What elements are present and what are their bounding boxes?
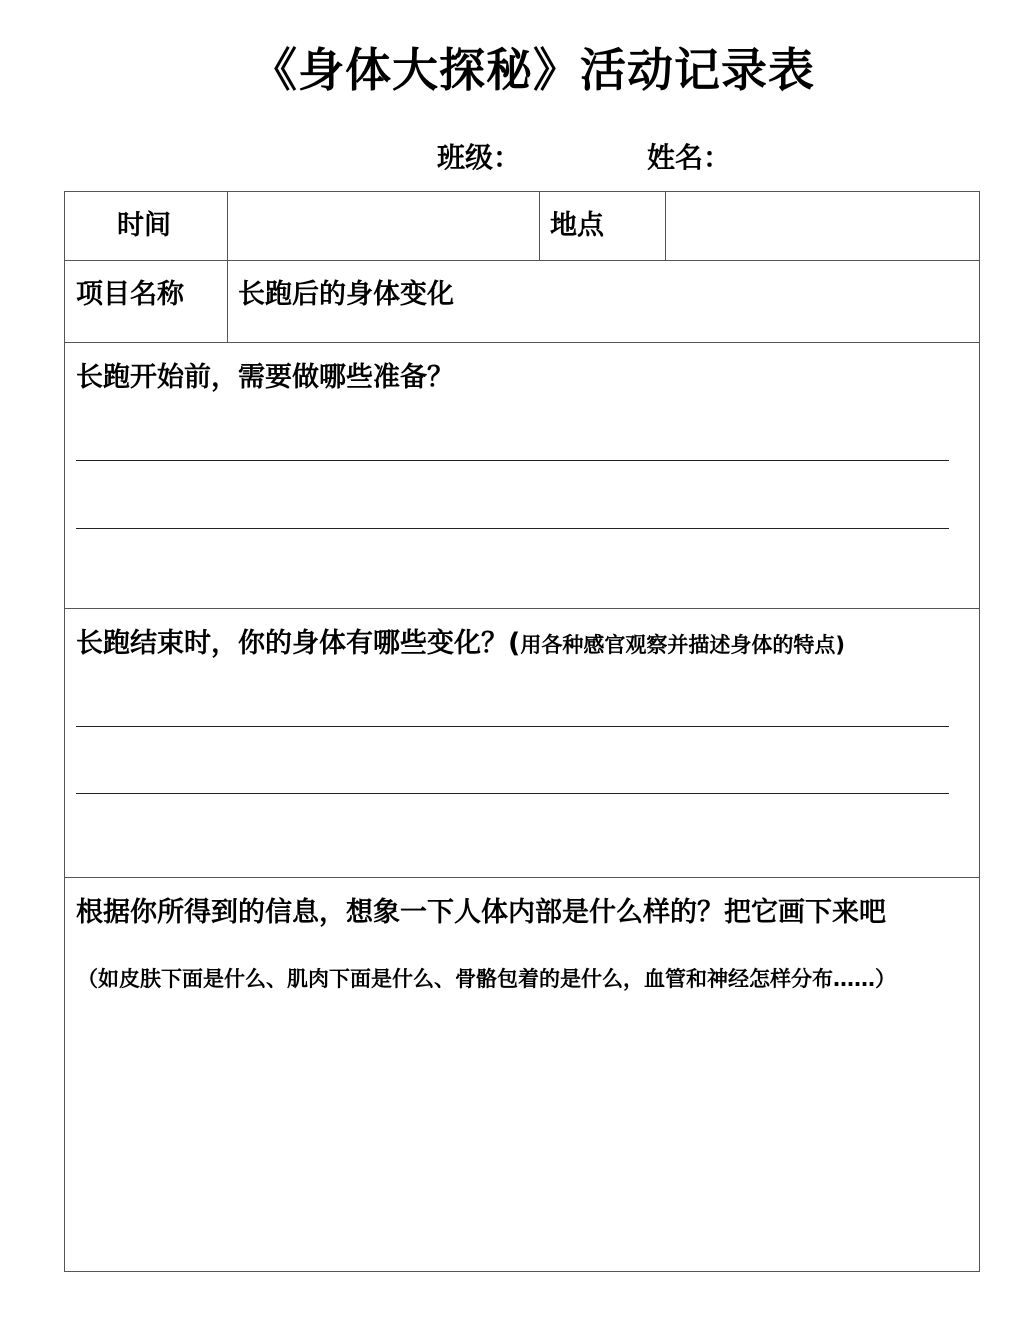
drawing-area[interactable] (65, 1028, 979, 1268)
page-title: 《身体大探秘》活动记录表 (251, 43, 815, 97)
row-divider (65, 260, 979, 261)
row-divider (65, 342, 979, 343)
answer-line[interactable] (76, 460, 949, 461)
column-divider (665, 192, 666, 260)
column-divider (227, 192, 228, 342)
column-divider (539, 192, 540, 260)
question-body-changes-note: 用各种感官观察并描述身体的特点) (520, 633, 845, 657)
answer-line[interactable] (76, 528, 949, 529)
class-label: 班级： (437, 141, 522, 174)
question-body-changes (76, 624, 845, 665)
question-draw-body-interior: 根据你所得到的信息，想象一下人体内部是什么样的？把它画下来吧 (76, 897, 886, 928)
question-body-changes-text: 长跑结束时，你的身体有哪些变化？( (76, 628, 521, 659)
activity-record-form (64, 191, 980, 1272)
time-label: 时间 (117, 210, 171, 241)
row-divider (65, 608, 979, 609)
project-name-value: 长跑后的身体变化 (238, 279, 454, 310)
question-preparation: 长跑开始前，需要做哪些准备？ (76, 362, 454, 393)
answer-line[interactable] (76, 726, 949, 727)
row-divider (65, 877, 979, 878)
answer-line[interactable] (76, 793, 949, 794)
drawing-hint: （如皮肤下面是什么、肌肉下面是什么、骨骼包着的是什么，血管和神经怎样分布……） (77, 967, 896, 991)
student-name-label: 姓名： (647, 141, 732, 174)
project-name-label: 项目名称 (76, 279, 184, 310)
location-label: 地点 (550, 210, 604, 241)
